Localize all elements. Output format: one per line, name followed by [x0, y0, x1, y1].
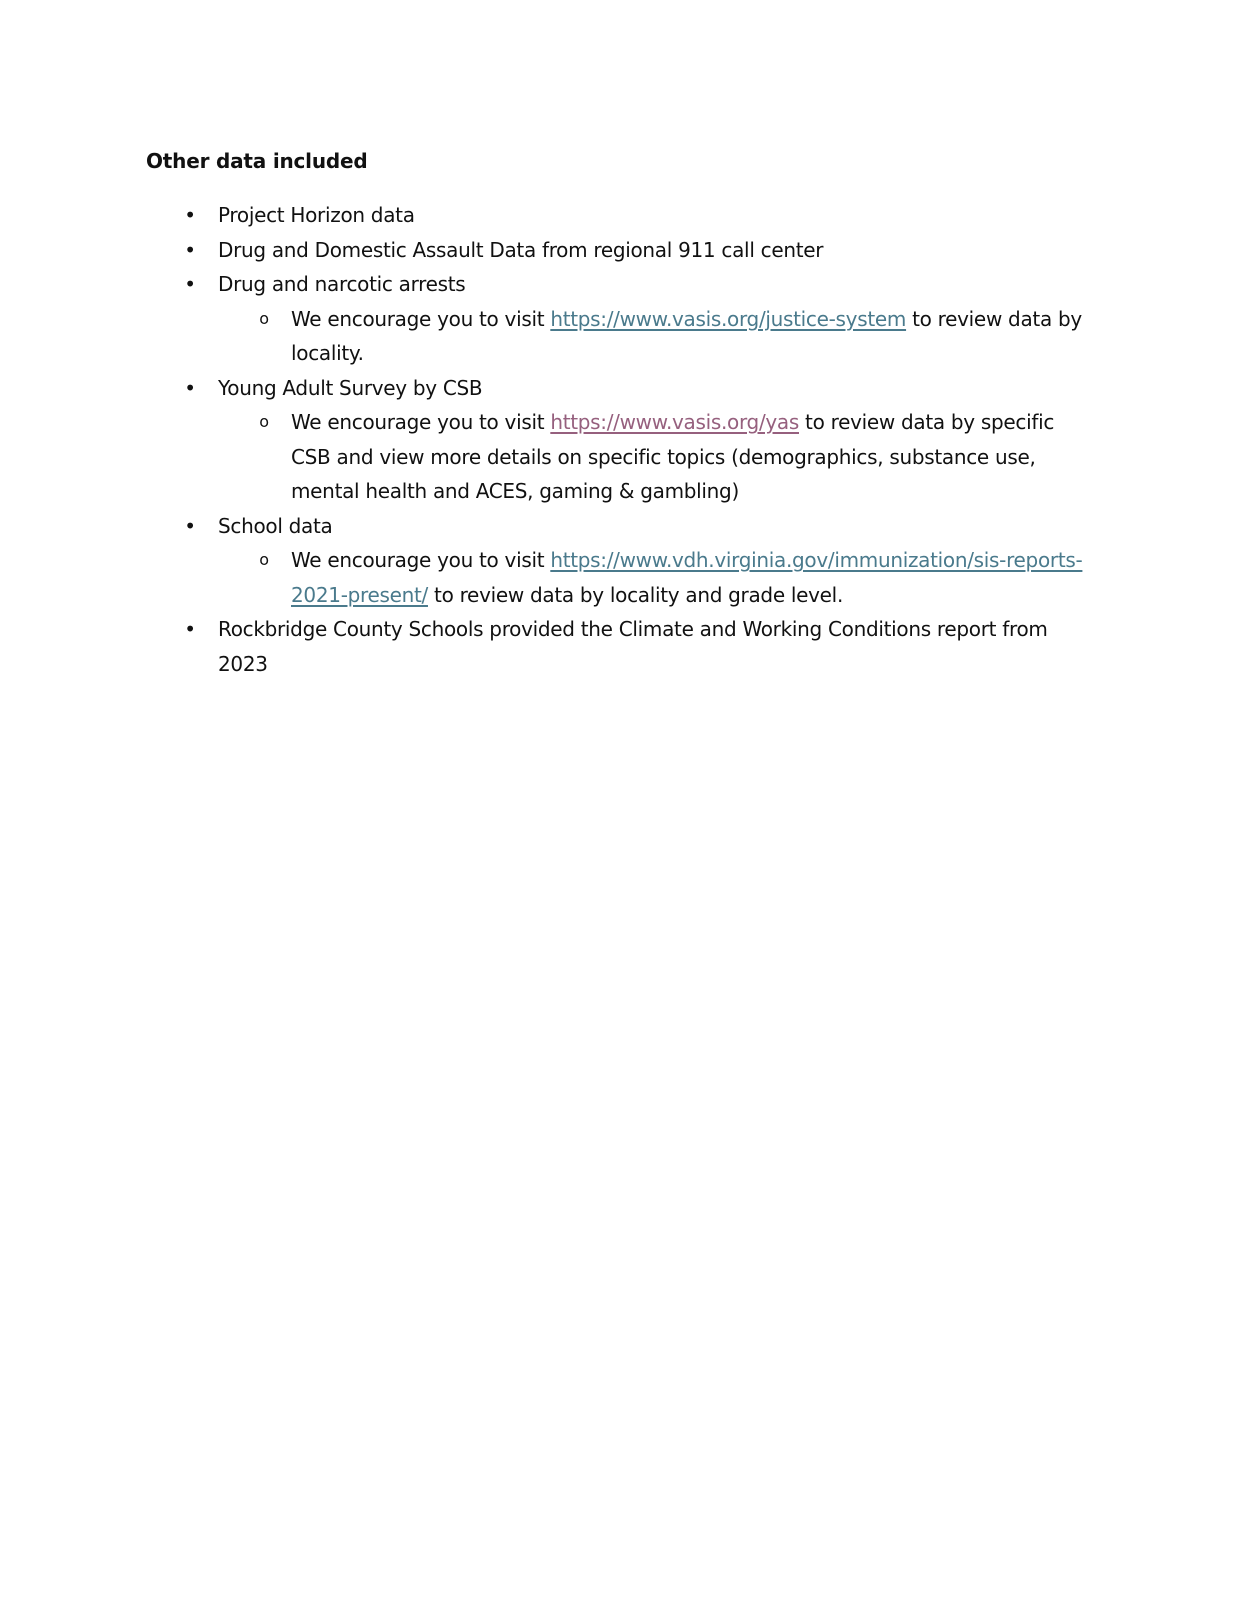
bullet-icon: • — [184, 203, 196, 227]
circle-bullet-icon: o — [259, 412, 269, 431]
list-item-school-data — [146, 509, 1086, 613]
sub-item-text-before: We encourage you to visit — [291, 548, 551, 572]
list-item-text: Young Adult Survey by CSB — [218, 375, 483, 400]
bullet-icon: • — [184, 375, 196, 400]
sub-item-text-before: We encourage you to visit — [291, 306, 551, 331]
list-item-text: Drug and Domestic Assault Data from regional 911 call center — [218, 237, 824, 262]
list-item-text: School data — [218, 513, 333, 538]
sub-item-text-after: to review data by locality. — [291, 306, 1082, 365]
bullet-icon: • — [184, 513, 196, 538]
circle-bullet-icon: o — [259, 550, 269, 569]
sub-item-text-after: to review data by specific CSB and view more details on specific topics (demographics, substance use, mental health and ACES, gaming & gambling) — [291, 410, 1055, 503]
bullet-icon: • — [184, 617, 196, 641]
sub-item-text-after: to review data by locality and grade level. — [427, 582, 843, 607]
sub-item-text-before: We encourage you to visit — [291, 410, 551, 434]
bullet-icon: • — [184, 272, 196, 296]
list-item-project-horizon — [146, 198, 1086, 233]
sub-item-yas — [146, 405, 1086, 509]
bullet-icon: • — [184, 237, 196, 262]
circle-bullet-icon: o — [259, 308, 269, 328]
list-item-text: Rockbridge County Schools provided the Climate and Working Conditions report from 2023 — [218, 617, 1048, 676]
list-item-rockbridge-schools — [146, 612, 1086, 681]
list-item-911-data — [146, 233, 1086, 268]
section-heading: Other data included — [146, 149, 368, 173]
list-item-young-adult-survey — [146, 371, 1086, 509]
vdh-immunization-link[interactable]: https://www.vdh.virginia.gov/immunization/sis-reports-2021-present/ — [291, 548, 1083, 607]
list-item-drug-arrests — [146, 267, 1086, 371]
list-item-text: Drug and narcotic arrests — [218, 272, 466, 296]
list-item-text: Project Horizon data — [218, 203, 415, 227]
justice-system-link[interactable]: https://www.vasis.org/justice-system — [550, 306, 907, 331]
yas-link[interactable]: https://www.vasis.org/yas — [550, 410, 799, 434]
sub-item-vdh — [146, 543, 1086, 612]
sub-item-justice-system — [146, 302, 1086, 371]
data-sources-list — [146, 198, 1086, 681]
